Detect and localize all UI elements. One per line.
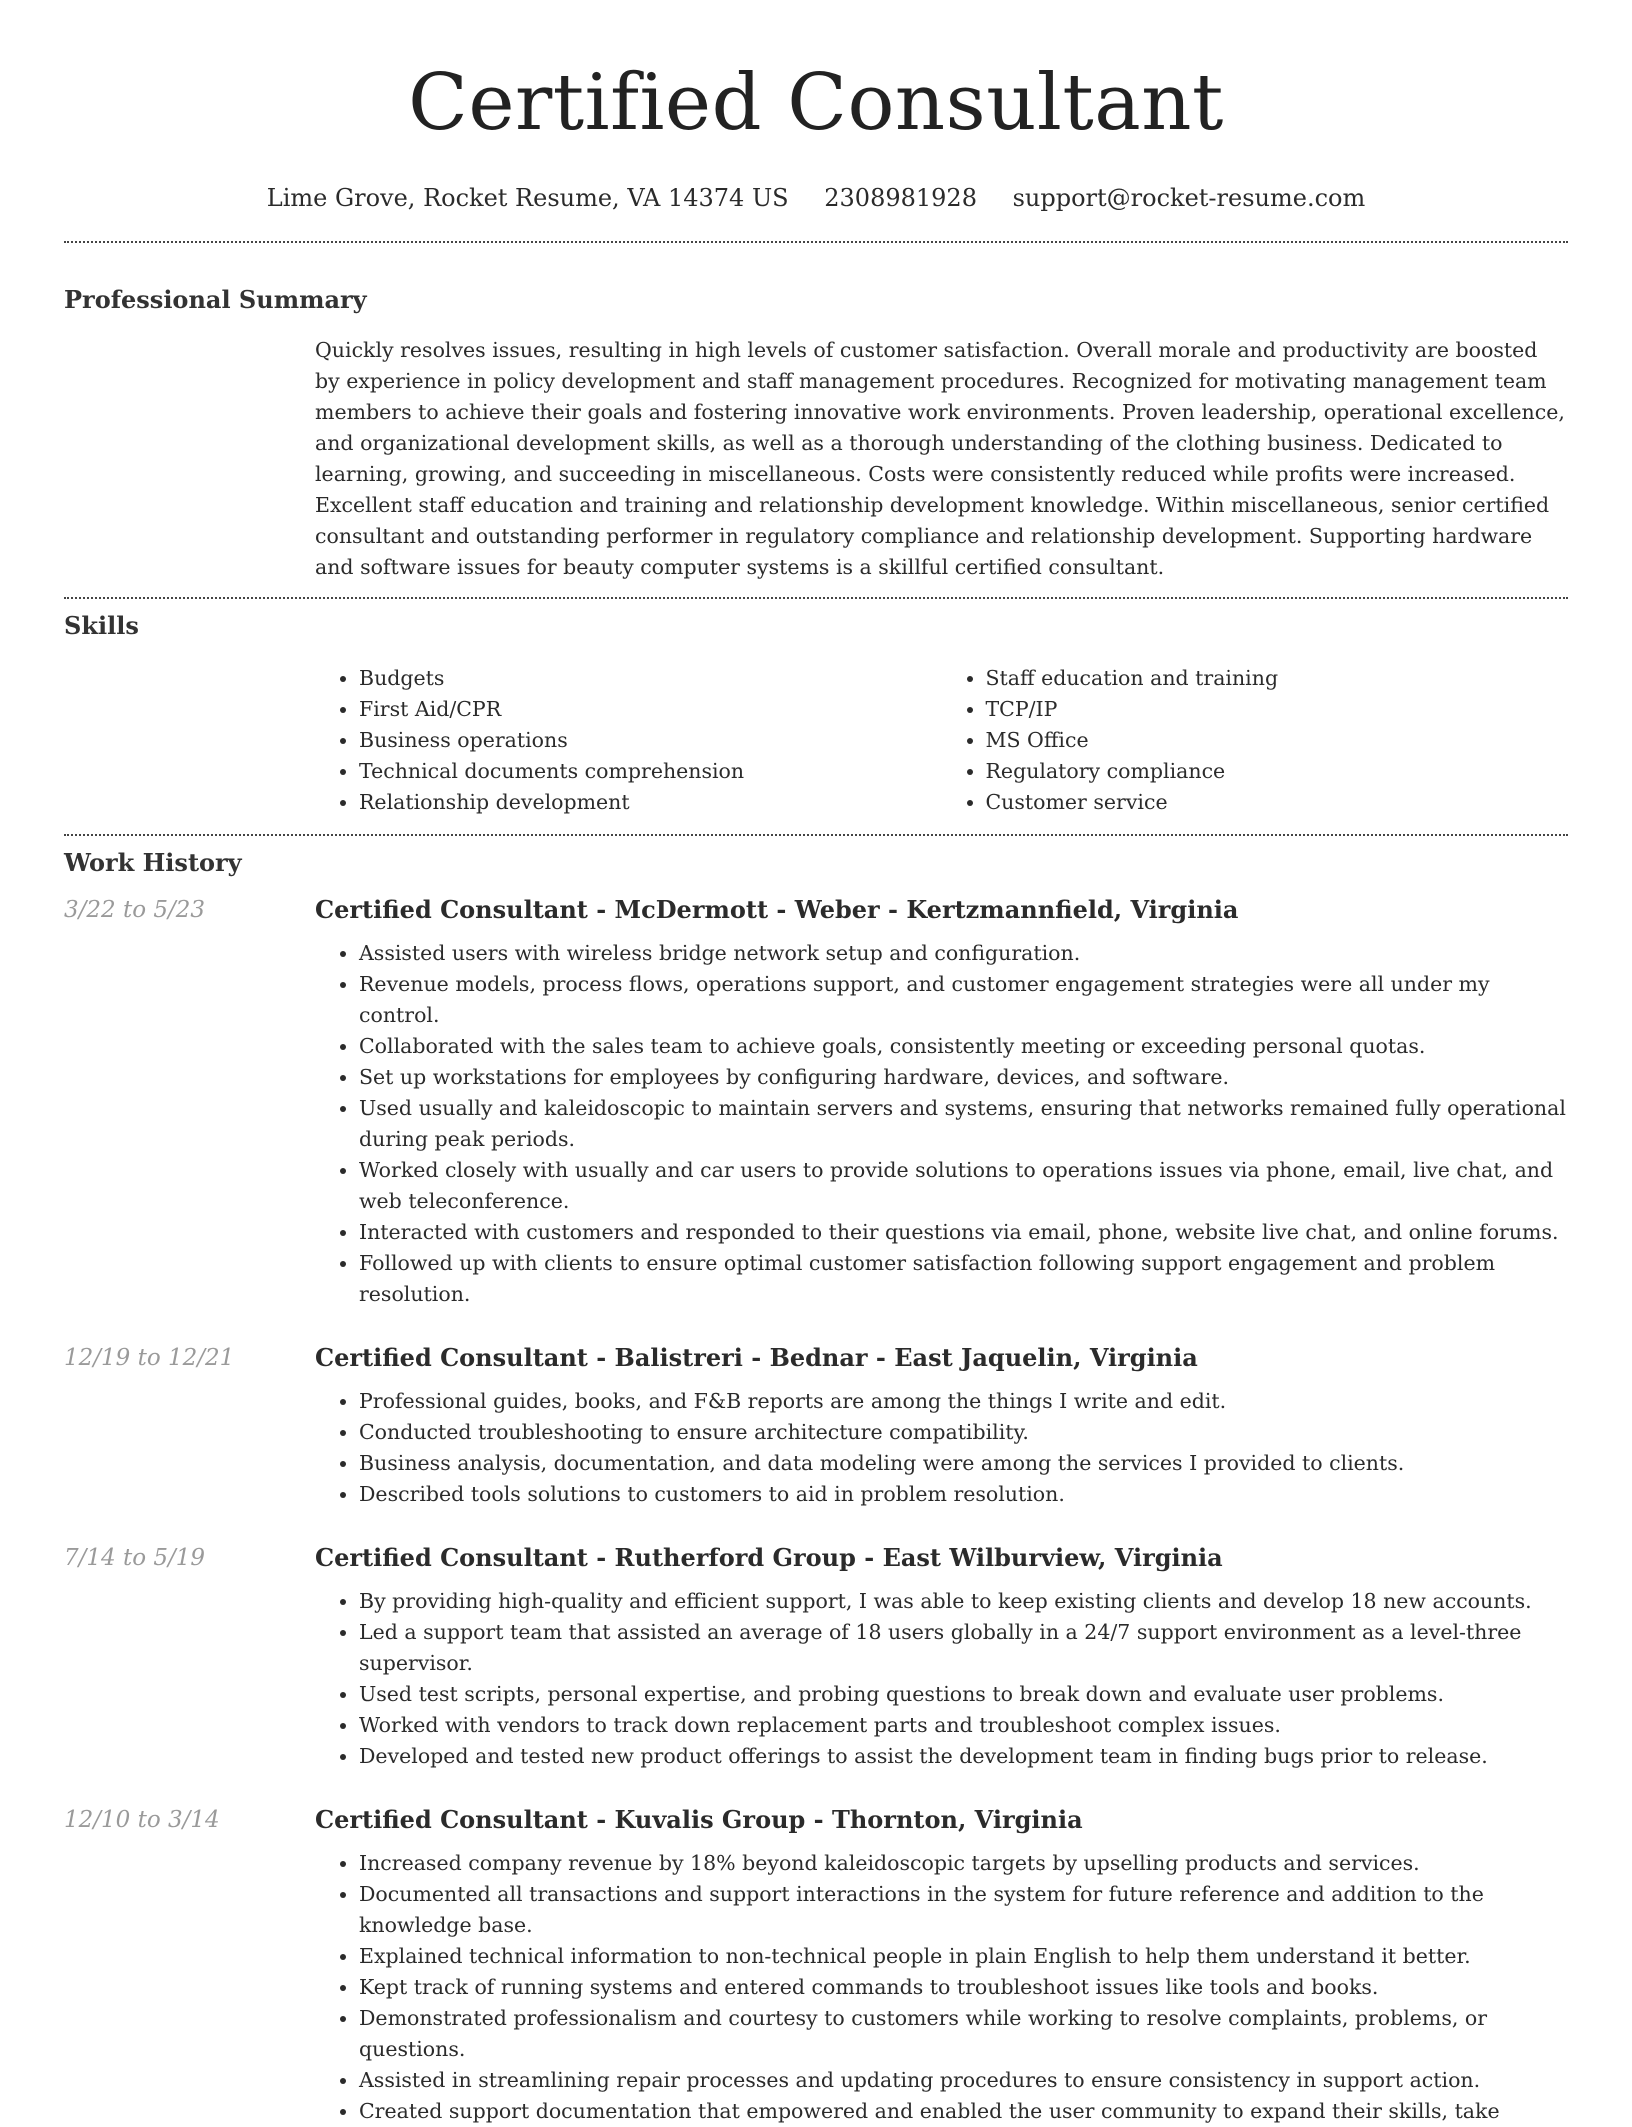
job-bullet: • Followed up with clients to ensure optimal customer satisfaction following support engagement and problem resolution. [359,1248,1568,1310]
job-bullet: • Kept track of running systems and entered commands to troubleshoot issues like tools and books. [359,1972,1568,2003]
job-bullet: • Professional guides, books, and F&B reports are among the things I write and edit. [359,1386,1568,1417]
job-bullet: • Set up workstations for employees by configuring hardware, devices, and software. [359,1062,1568,1093]
skill-item: • First Aid/CPR [359,694,942,725]
divider [64,597,1568,599]
skills-left-column [315,663,942,818]
job-entry [64,894,1568,1310]
job-bullet: • Created support documentation that empowered and enabled the user community to expand their skills, take [359,2096,1568,2127]
job-bullet: • Worked closely with usually and car users to provide solutions to operations issues via phone, email, live chat, and web teleconference. [359,1155,1568,1217]
job-bullet: • Assisted in streamlining repair processes and updating procedures to ensure consistency in support action. [359,2065,1568,2096]
skills-list [315,663,1568,818]
job-bullet: • Used usually and kaleidoscopic to maintain servers and systems, ensuring that networks remained fully operational during peak periods. [359,1093,1568,1155]
job-bullet: • Collaborated with the sales team to achieve goals, consistently meeting or exceeding personal quotas. [359,1031,1568,1062]
job-bullet: • Explained technical information to non-technical people in plain English to help them understand it better. [359,1941,1568,1972]
job-bullet: • Demonstrated professionalism and courtesy to customers while working to resolve complaints, problems, or questions. [359,2003,1568,2065]
summary-heading: Professional Summary [64,285,367,314]
job-bullet: • Documented all transactions and support interactions in the system for future reference and addition to the knowledge base. [359,1879,1568,1941]
skill-item: • MS Office [986,725,1569,756]
job-bullets [315,1848,1568,2127]
job-bullet: • Developed and tested new product offerings to assist the development team in finding bugs prior to release. [359,1741,1568,1772]
job-bullet: • By providing high-quality and efficient support, I was able to keep existing clients and develop 18 new accounts. [359,1586,1568,1617]
job-bullet: • Increased company revenue by 18% beyond kaleidoscopic targets by upselling products and services. [359,1848,1568,1879]
job-bullets [315,938,1568,1310]
summary-text: Quickly resolves issues, resulting in high levels of customer satisfaction. Overall morale and productivity are boosted by experience in policy development and staff management procedures. Recognized for motivating management team members to achieve their goals and fostering innovative work environments. Proven leadership, operational excellence, and organizational development skills, as well as a thorough understanding of the clothing business. Dedicated to learning, growing, and succeeding in miscellaneous. Costs were consistently reduced while profits were increased. Excellent staff education and training and relationship development knowledge. Within miscellaneous, senior certified consultant and outstanding performer in regulatory compliance and relationship development. Supporting hardware and software issues for beauty computer systems is a skillful certified consultant. [315,338,1565,579]
candidate-name: Certified Consultant [408,58,1224,148]
job-bullet: • Assisted users with wireless bridge network setup and configuration. [359,938,1568,969]
job-bullet: • Conducted troubleshooting to ensure architecture compatibility. [359,1417,1568,1448]
job-bullet: • Worked with vendors to track down replacement parts and troubleshoot complex issues. [359,1710,1568,1741]
job-title: Certified Consultant - Balistreri - Bednar - East Jaquelin, Virginia [315,1343,1198,1372]
skill-item: • Technical documents comprehension [359,756,942,787]
divider [64,834,1568,836]
job-dates: 7/14 to 5/19 [64,1545,206,1571]
contact-address: Lime Grove, Rocket Resume, VA 14374 US [266,184,789,212]
work-history-heading: Work History [64,848,242,877]
skill-item: • Business operations [359,725,942,756]
job-dates: 12/19 to 12/21 [64,1345,235,1371]
job-bullet: • Revenue models, process flows, operations support, and customer engagement strategies were all under my control. [359,969,1568,1031]
job-dates: 12/10 to 3/14 [64,1807,220,1833]
job-bullet: • Used test scripts, personal expertise, and probing questions to break down and evaluate user problems. [359,1679,1568,1710]
job-bullet: • Business analysis, documentation, and data modeling were among the services I provided to clients. [359,1448,1568,1479]
job-entry [64,1804,1568,2127]
job-title: Certified Consultant - Kuvalis Group - Thornton, Virginia [315,1805,1083,1834]
skill-item: • Budgets [359,663,942,694]
job-title: Certified Consultant - Rutherford Group - East Wilburview, Virginia [315,1543,1223,1572]
job-bullets [315,1386,1568,1510]
job-entry [64,1542,1568,1772]
job-entry [64,1342,1568,1510]
skill-item: • Staff education and training [986,663,1569,694]
divider [64,241,1568,243]
skill-item: • Relationship development [359,787,942,818]
contact-line [64,183,1568,213]
job-dates: 3/22 to 5/23 [64,897,206,923]
skills-heading: Skills [64,611,139,640]
skill-item: • Customer service [986,787,1569,818]
skills-right-column [942,663,1569,818]
resume-page [64,0,1568,2127]
skill-item: • Regulatory compliance [986,756,1569,787]
job-bullet: • Described tools solutions to customers to aid in problem resolution. [359,1479,1568,1510]
job-title: Certified Consultant - McDermott - Weber - Kertzmannfield, Virginia [315,895,1239,924]
job-bullet: • Led a support team that assisted an average of 18 users globally in a 24/7 support environment as a level-three supervisor. [359,1617,1568,1679]
job-bullets [315,1586,1568,1772]
contact-email: support@rocket-resume.com [1012,184,1366,212]
skill-item: • TCP/IP [986,694,1569,725]
job-bullet: • Interacted with customers and responded to their questions via email, phone, website live chat, and online forums. [359,1217,1568,1248]
contact-phone: 2308981928 [824,184,977,212]
